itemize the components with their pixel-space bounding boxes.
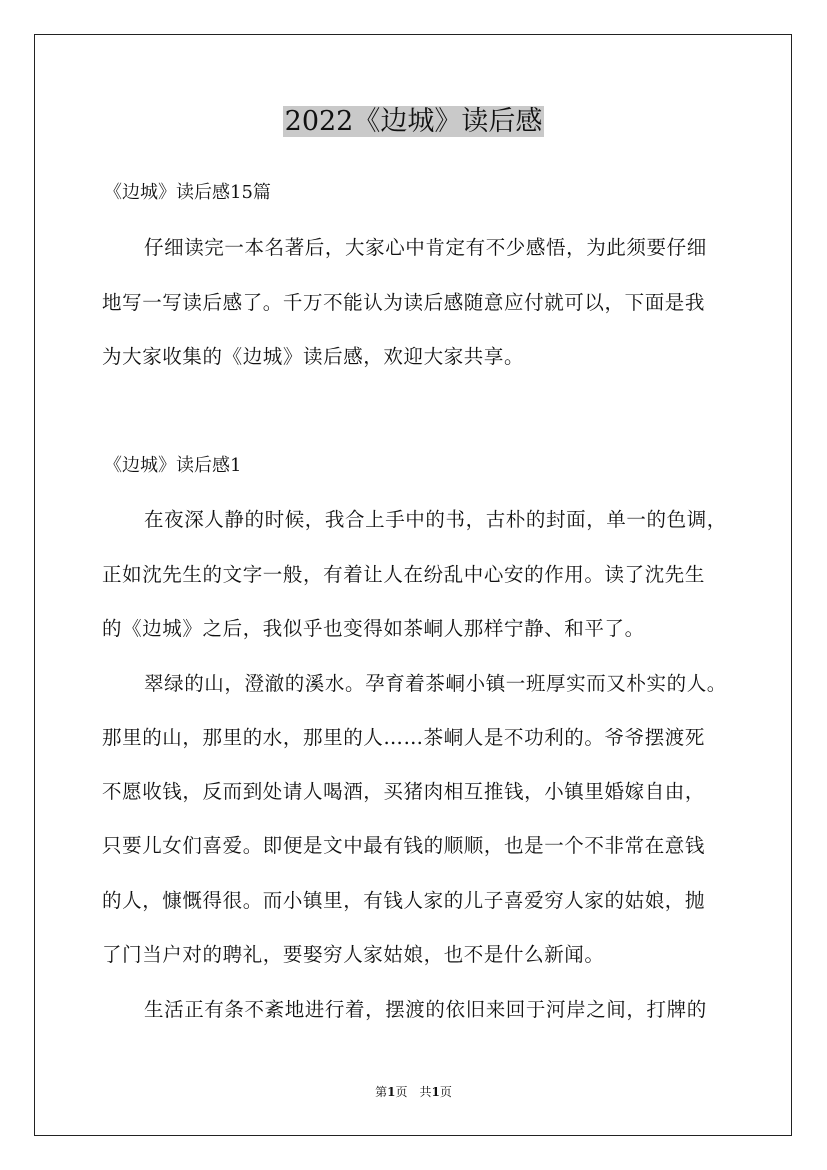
footer-page-total: 1 — [431, 1085, 440, 1099]
footer-middle: 页 共 — [395, 1085, 432, 1099]
body-line: 只要儿女们喜爱。即便是文中最有钱的顺顺，也是一个不非常在意钱 — [102, 834, 706, 857]
document-title — [0, 100, 827, 144]
page-footer — [0, 1082, 827, 1102]
footer-page-number: 1 — [387, 1085, 396, 1099]
intro-line: 仔细读完一本名著后，大家心中肯定有不少感悟，为此须要仔细 — [144, 236, 707, 259]
body-line: 在夜深人静的时候，我合上手中的书，古朴的封面，单一的色调， — [144, 508, 727, 531]
body-line: 的人，慷慨得很。而小镇里，有钱人家的儿子喜爱穷人家的姑娘，抛 — [102, 889, 706, 912]
body-line: 正如沈先生的文字一般，有着让人在纷乱中心安的作用。读了沈先生 — [102, 563, 706, 586]
body-line: 的《边城》之后，我似乎也变得如茶峒人那样宁静、和平了。 — [102, 617, 645, 640]
subtitle-heading: 《边城》读后感15篇 — [104, 182, 271, 203]
intro-line: 地写一写读后感了。千万不能认为读后感随意应付就可以，下面是我 — [102, 291, 706, 314]
body-line: 生活正有条不紊地进行着，摆渡的依旧来回于河岸之间，打牌的 — [144, 998, 707, 1021]
document-title-text: 2022《边城》读后感 — [284, 106, 543, 137]
body-line: 不愿收钱，反而到处请人喝酒，买猪肉相互推钱，小镇里婚嫁自由， — [102, 780, 706, 803]
intro-line: 为大家收集的《边城》读后感，欢迎大家共享。 — [102, 345, 525, 368]
body-line: 那里的山，那里的水，那里的人……茶峒人是不功利的。爷爷摆渡死 — [102, 726, 706, 749]
footer-suffix: 页 — [439, 1085, 452, 1099]
section-heading: 《边城》读后感1 — [104, 455, 242, 476]
body-line: 了门当户对的聘礼，要娶穷人家姑娘，也不是什么新闻。 — [102, 943, 605, 966]
footer-prefix: 第 — [375, 1085, 388, 1099]
body-line: 翠绿的山，澄澈的溪水。孕育着茶峒小镇一班厚实而又朴实的人。 — [144, 672, 727, 695]
